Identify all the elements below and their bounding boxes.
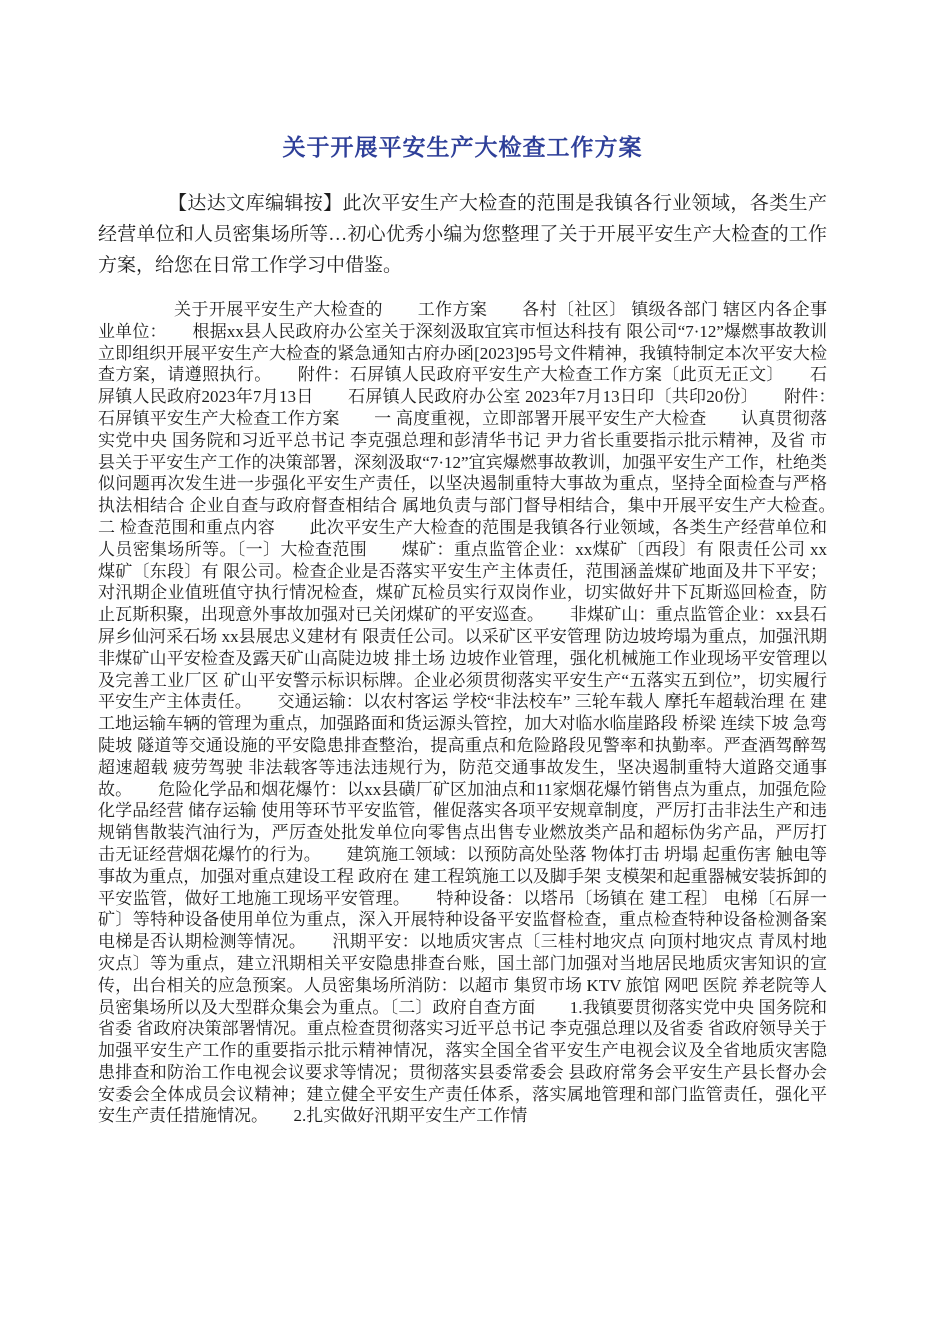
- editor-note-paragraph: 【达达文库编辑按】此次平安生产大检查的范围是我镇各行业领域，各类生产经营单位和人员密集场所等…初心优秀小编为您整理了关于开展平安生产大检查的工作方案，给您在日常工作学习中借鉴。: [98, 193, 827, 276]
- document-title: 关于开展平安生产大检查工作方案: [282, 134, 643, 160]
- document-body-paragraph: 关于开展平安生产大检查的 工作方案 各村〔社区〕 镇级各部门 辖区内各企事业单位： 根据xx县人民政府办公室关于深刻汲取宜宾市恒达科技有 限公司“7·12”爆燃事故教训立即组织开展平安生产大检查的紧急通知古府办函[2023]95号文件精神，我镇特制定本次平安大检查方案，请遵照执行。 附件：石屏镇人民政府平安生产大检查工作方案〔此页无正文〕 石屏镇人民政府2023年7月13日 石屏镇人民政府办公室 2023年7月13日印〔共印20份〕 附件： 石屏镇平安生产大检查工作方案 一 高度重视，立即部署开展平安生产大检查 认真贯彻落实党中央 国务院和习近平总书记 李克强总理和彭清华书记 尹力省长重要指示批示精神，及省 市 县关于平安生产工作的决策部署，深刻汲取“7·12”宜宾爆燃事故教训，加强平安生产工作，杜绝类似问题再次发生进一步强化平安生产责任，以坚决遏制重特大事故为重点，坚持全面检查与严格执法相结合 企业自查与政府督查相结合 属地负责与部门督导相结合，集中开展平安生产大检查。 二 检查范围和重点内容 此次平安生产大检查的范围是我镇各行业领域，各类生产经营单位和人员密集场所等。〔一〕大检查范围 煤矿：重点监管企业：xx煤矿〔西段〕有 限责任公司 xx煤矿〔东段〕有 限公司。检查企业是否落实平安生产主体责任，范围涵盖煤矿地面及井下平安；对汛期企业值班值守执行情况检查，煤矿瓦检员实行双岗作业，切实做好井下瓦斯巡回检查，防止瓦斯积聚，出现意外事故加强对已关闭煤矿的平安巡查。 非煤矿山：重点监管企业：xx县石屏乡仙河采石场 xx县展忠义建材有 限责任公司。以采矿区平安管理 防边坡垮塌为重点，加强汛期非煤矿山平安检查及露天矿山高陡边坡 排土场 边坡作业管理，强化机械施工作业现场平安管理以及完善工业厂区 矿山平安警示标识标牌。企业必须贯彻落实平安生产“五落实五到位”，切实履行平安生产主体责任。 交通运输：以农村客运 学校“非法校车” 三轮车载人 摩托车超载治理 在 建工地运输车辆的管理为重点，加强路面和货运源头管控，加大对临水临崖路段 桥梁 连续下坡 急弯陡坡 隧道等交通设施的平安隐患排查整治，提高重点和危险路段见警率和执勤率。严查酒驾醉驾 超速超载 疲劳驾驶 非法载客等违法违规行为，防范交通事故发生，坚决遏制重特大道路交通事故。 危险化学品和烟花爆竹：以xx县磺厂矿区加油点和11家烟花爆竹销售点为重点，加强危险化学品经营 储存运输 使用等环节平安监管，催促落实各项平安规章制度，严厉打击非法生产和违规销售散装汽油行为，严厉查处批发单位向零售点出售专业燃放类产品和超标伪劣产品，严厉打击无证经营烟花爆竹的行为。 建筑施工领域：以预防高处坠落 物体打击 坍塌 起重伤害 触电等事故为重点，加强对重点建设工程 政府在 建工程筑施工以及脚手架 支模架和起重器械安装拆卸的平安监管，做好工地施工现场平安管理。 特种设备：以塔吊〔场镇在 建工程〕 电梯〔石屏一矿〕等特种设备使用单位为重点，深入开展特种设备平安监督检查，重点检查特种设备检测备案 电梯是否认期检测等情况。 汛期平安：以地质灾害点〔三桂村地灾点 向顶村地灾点 青凤村地灾点〕等为重点，建立汛期相关平安隐患排查台账，国土部门加强对当地居民地质灾害知识的宣传，出台相关的应急预案。人员密集场所消防：以超市 集贸市场 KTV 旅馆 网吧 医院 养老院等人员密集场所以及大型群众集会为重点。〔二〕政府自查方面 1.我镇要贯彻落实党中央 国务院和省委 省政府决策部署情况。重点检查贯彻落实习近平总书记 李克强总理以及省委 省政府领导关于加强平安生产工作的重要指示批示精神情况，落实全国全省平安生产电视会议及全省地质灾害隐患排查和防治工作电视会议要求等情况；贯彻落实县委常委会 县政府常务会平安生产县长督办会 安委会全体成员会议精神；建立健全平安生产责任体系，落实属地管理和部门监管责任，强化平安生产责任措施情况。 2.扎实做好汛期平安生产工作情: [98, 300, 861, 1126]
